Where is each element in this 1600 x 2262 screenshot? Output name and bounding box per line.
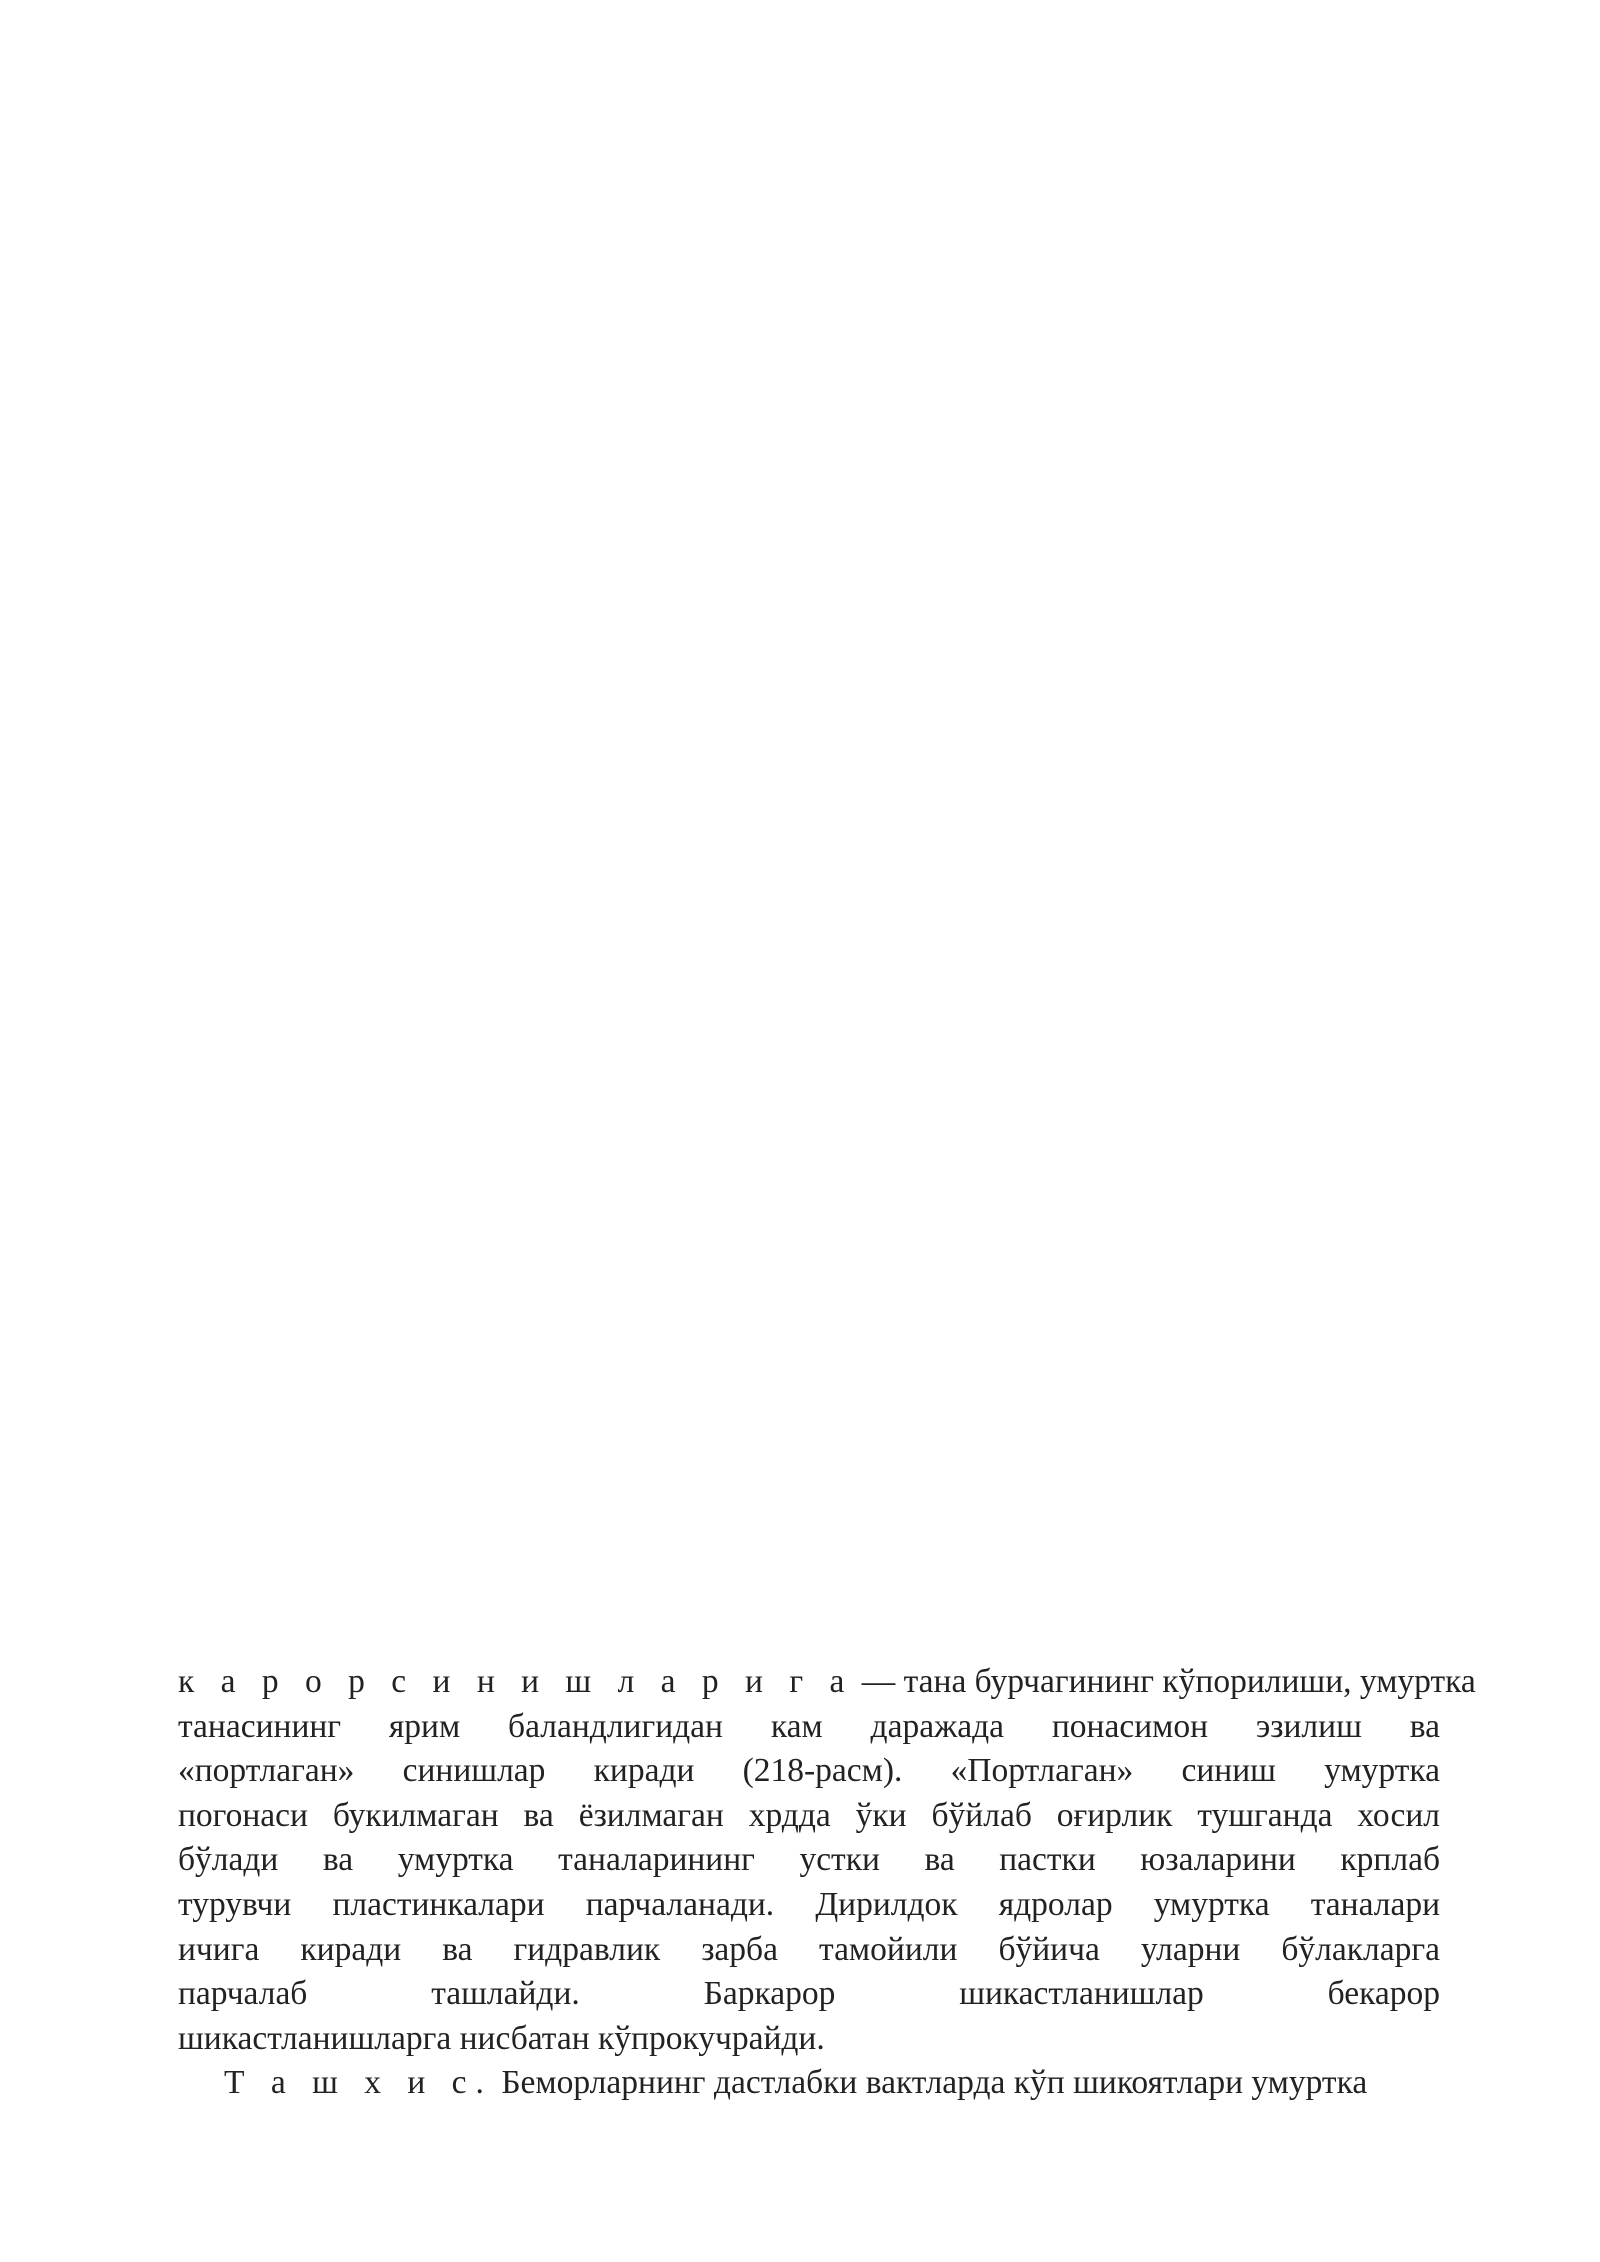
- text-line: к а р о р с и н и ш л а р и г а — тана бурчагининг кўпорилиши, умуртка: [178, 1663, 1476, 1700]
- text-line: турувчи пластинкалари парчаланади. Дирилдок ядролар умуртка таналари: [178, 1885, 1440, 1923]
- paragraph-fracture-types: [178, 1660, 1476, 2061]
- text-line: Т а ш х и с. Беморларнинг дастлабки вактларда кўп шикоятлари умуртка: [224, 2064, 1368, 2102]
- text-line: парчалаб ташлайди. Баркарор шикастланишлар бекарор: [178, 1975, 1440, 2013]
- text-line: танасининг ярим баландлигидан кам даражада понасимон эзилиш ва: [178, 1707, 1440, 1745]
- text-line: «портлаган» синишлар киради (218-расм). «Портлаган» синиш умуртка: [178, 1752, 1440, 1790]
- paragraph-diagnosis: [178, 2061, 1440, 2106]
- section-heading-diagnosis: Т а ш х и с.: [224, 2064, 493, 2102]
- text-line: погонаси букилмаган ва ёзилмаган хрдда ўки бўйлаб оғирлик тушганда хосил: [178, 1796, 1440, 1834]
- text-line: шикастланишларга нисбатан кўпрокучрайди.: [178, 2019, 825, 2057]
- text-line: бўлади ва умуртка таналарининг устки ва пастки юзаларини крплаб: [178, 1841, 1440, 1879]
- text-line: ичига киради ва гидравлик зарба тамойили бўйича уларни бўлакларга: [178, 1930, 1440, 1968]
- spaced-term: к а р о р с и н и ш л а р и г а: [178, 1663, 854, 1700]
- body-text: [178, 1660, 1476, 2106]
